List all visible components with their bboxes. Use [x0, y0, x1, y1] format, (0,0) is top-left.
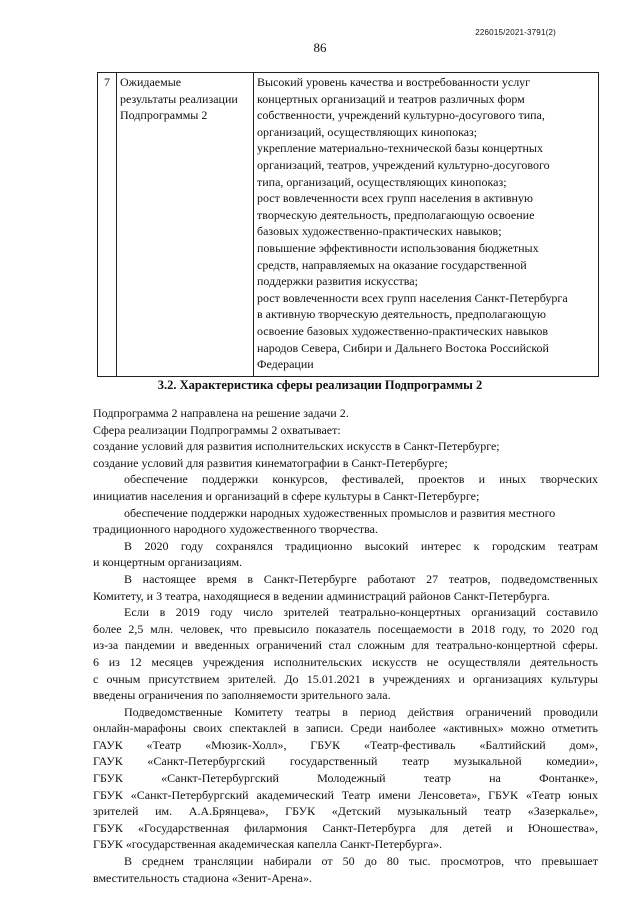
value-line: организаций, театров, учреждений культурно-досугового	[257, 157, 550, 172]
text-line: ГБУК «государственная академическая капелла Санкт-Петербурга».	[93, 837, 443, 852]
results-table	[97, 72, 599, 377]
text-line: ГБУК «Санкт-Петербургский Молодежный театр на Фонтанке»,	[93, 771, 598, 786]
text-line: ГБУК «Государственная филармония Санкт-Петербурга для детей и Юношества»,	[93, 820, 598, 835]
paragraph	[93, 438, 598, 455]
paragraph	[93, 704, 598, 853]
text-line: Подведомственные Комитету театры в период действия ограничений проводили	[124, 704, 598, 719]
value-line: базовых художественно-практических навыков;	[257, 224, 502, 239]
value-line: средств, направляемых на оказание государственной	[257, 257, 527, 272]
text-line: и концертным организациям.	[93, 555, 243, 570]
text-line: Комитету, и 3 театра, находящиеся в ведении администраций районов Санкт-Петербурга.	[93, 588, 550, 603]
value-line: повышение эффективности использования бюджетных	[257, 240, 539, 255]
text-line: вместительность стадиона «Зенит-Арена».	[93, 870, 312, 885]
value-line: организаций, осуществляющих кинопоказ;	[257, 124, 478, 139]
paragraph	[93, 505, 598, 538]
row-label-cell	[117, 73, 254, 377]
value-line: рост вовлеченности всех групп населения в активную	[257, 191, 533, 206]
value-line: в активную творческую деятельность, предполагающую	[257, 307, 546, 322]
text-line: создание условий для развития кинематографии в Санкт-Петербурге;	[93, 455, 448, 470]
value-line: укрепление материально-технической базы концертных	[257, 141, 543, 156]
text-line: из-за пандемии и введенных ограничений стал сложным для театрально-концертной сферы.	[93, 638, 598, 653]
text-line: обеспечение поддержки народных художественных промыслов и развития местного	[124, 505, 556, 520]
value-line: Федерации	[257, 357, 314, 372]
value-line: концертных организаций и театров различных форм	[257, 91, 525, 106]
text-line: Если в 2019 году число зрителей театрально-концертных организаций составило	[124, 605, 598, 620]
value-line: рост вовлеченности всех групп населения Санкт-Петербурга	[257, 290, 568, 305]
page-number: 86	[313, 40, 327, 55]
text-line: В 2020 году сохранялся традиционно высокий интерес к городским театрам	[124, 538, 598, 553]
text-line: обеспечение поддержки конкурсов, фестивалей, проектов и иных творческих	[124, 472, 598, 487]
text-line: 6 из 12 месяцев учреждения исполнительских искусств не осуществляли деятельность	[93, 654, 598, 669]
row-number-cell: 7	[98, 73, 117, 377]
document-id: 226015/2021-3791(2)	[475, 28, 556, 37]
text-line: онлайн-марафоны своих спектаклей в записи. Среди наиболее «активных» можно отметить	[93, 721, 598, 736]
text-line: зрителей им. А.А.Брянцева», ГБУК «Детский музыкальный театр «Зазеркалье»,	[93, 804, 598, 819]
text-line: Подпрограмма 2 направлена на решение задачи 2.	[93, 406, 349, 420]
text-line: с очным присутствием зрителей. До 15.01.2021 в учреждениях и организациях культуры	[93, 671, 598, 686]
value-line: народов Севера, Сибири и Дальнего Востока Российской	[257, 340, 549, 355]
paragraph	[93, 571, 598, 604]
text-line: ГАУК «Санкт-Петербургский государственный театр музыкальной комедии»,	[93, 754, 598, 769]
text-line: ГАУК «Театр «Мюзик-Холл», ГБУК «Театр-фестиваль «Балтийский дом»,	[93, 737, 598, 752]
table-row	[98, 73, 599, 377]
paragraph	[93, 455, 598, 472]
value-line: Высокий уровень качества и востребованности услуг	[257, 75, 531, 89]
row-value-cell	[254, 73, 599, 377]
value-line: освоение базовых художественно-практических навыков	[257, 323, 549, 338]
value-line: творческую деятельность, предполагающую освоение	[257, 207, 535, 222]
text-line: Сфера реализации Подпрограммы 2 охватывает:	[93, 422, 341, 437]
label-line: Ожидаемые	[120, 75, 182, 89]
text-line: введены ограничения по заполняемости зрительного зала.	[93, 688, 391, 703]
text-line: В настоящее время в Санкт-Петербурге работают 27 театров, подведомственных	[124, 571, 598, 586]
section-title: 3.2. Характеристика сферы реализации Подпрограммы 2	[157, 378, 483, 392]
label-line: Подпрограммы 2	[120, 108, 208, 123]
text-line: инициатив населения и организаций в сфере культуры в Санкт-Петербурге;	[93, 488, 480, 503]
text-line: ГБУК «Санкт-Петербургский академический Театр имени Ленсовета», ГБУК «Театр юных	[93, 787, 598, 802]
paragraph	[93, 604, 598, 704]
value-line: поддержки развития искусства;	[257, 274, 418, 289]
paragraph	[93, 471, 598, 504]
label-line: результаты реализации	[120, 91, 238, 106]
text-line: более 2,5 млн. человек, что превысило показатель посещаемости в 2018 году, то 2020 год	[93, 621, 598, 636]
text-line: традиционного народного художественного творчества.	[93, 522, 379, 537]
text-line: В среднем трансляции набирали от 50 до 80 тыс. просмотров, что превышает	[124, 854, 598, 869]
paragraph	[93, 422, 598, 439]
paragraph	[93, 853, 598, 886]
value-line: типа, организаций, осуществляющих кинопоказ;	[257, 174, 507, 189]
value-line: собственности, учреждений культурно-досугового типа,	[257, 108, 545, 123]
text-line: создание условий для развития исполнительских искусств в Санкт-Петербурге;	[93, 439, 500, 454]
paragraph	[93, 405, 598, 422]
paragraph	[93, 538, 598, 571]
body-text	[93, 405, 598, 886]
